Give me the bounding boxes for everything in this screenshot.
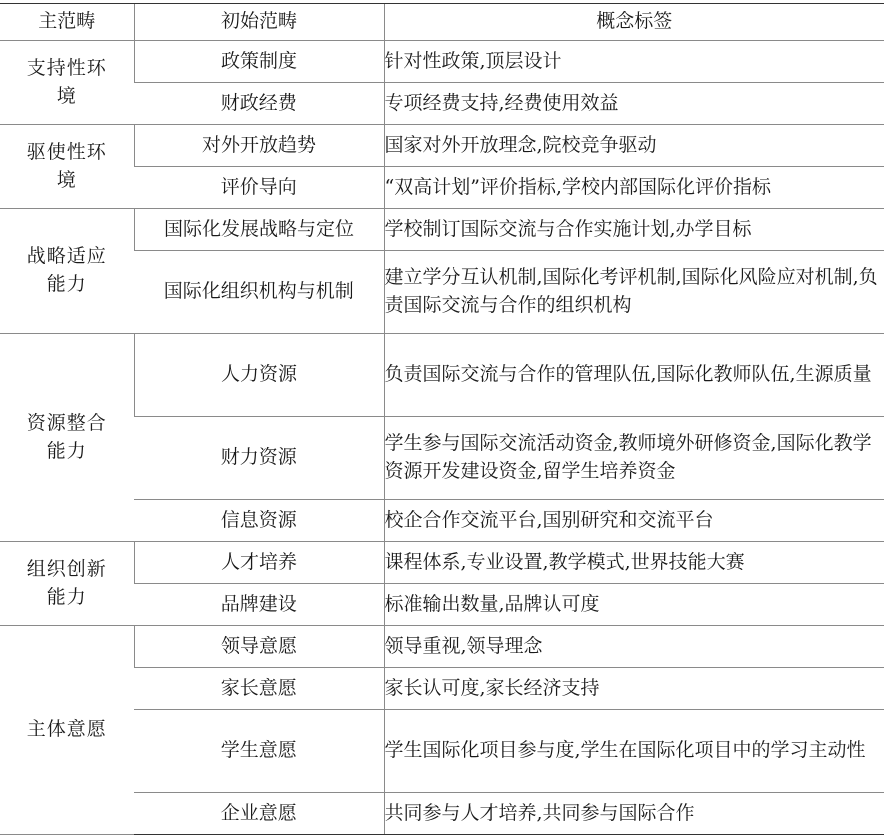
table-row [0, 209, 884, 251]
initial-category-cell: 国际化组织机构与机制 [134, 251, 384, 334]
concept-label-cell: 领导重视,领导理念 [384, 626, 884, 668]
header-row [0, 4, 884, 41]
main-category-label: 驱使性环境 [26, 140, 107, 191]
initial-category-cell: 人才培养 [134, 542, 384, 584]
main-category-label: 主体意愿 [26, 718, 107, 741]
initial-category-cell: 财政经费 [134, 83, 384, 125]
main-category-cell [0, 125, 134, 209]
initial-category-cell: 人力资源 [134, 334, 384, 417]
concept-label-cell: 共同参与人才培养,共同参与国际合作 [384, 793, 884, 835]
main-category-cell [0, 542, 134, 626]
initial-category-cell: 政策制度 [134, 41, 384, 83]
main-category-label: 资源整合能力 [26, 411, 107, 462]
concept-label-cell: 学生参与国际交流活动资金,教师境外研修资金,国际化教学资源开发建设资金,留学生培养资金 [384, 417, 884, 500]
concept-label-cell: 校企合作交流平台,国别研究和交流平台 [384, 500, 884, 542]
table-header [0, 4, 884, 41]
header-main-category: 主范畴 [0, 4, 134, 41]
concept-label-cell: 课程体系,专业设置,教学模式,世界技能大赛 [384, 542, 884, 584]
concept-label-cell: 建立学分互认机制,国际化考评机制,国际化风险应对机制,负责国际交流与合作的组织机构 [384, 251, 884, 334]
concept-label-cell: 负责国际交流与合作的管理队伍,国际化教师队伍,生源质量 [384, 334, 884, 417]
coding-table [0, 3, 884, 835]
concept-label-cell: 学生国际化项目参与度,学生在国际化项目中的学习主动性 [384, 710, 884, 793]
main-category-cell [0, 334, 134, 542]
initial-category-cell: 评价导向 [134, 167, 384, 209]
table-row [0, 41, 884, 83]
table-body [0, 41, 884, 835]
header-concept-label: 概念标签 [384, 4, 884, 41]
table-row [0, 542, 884, 584]
main-category-label: 组织创新能力 [26, 557, 107, 608]
concept-label-cell: 家长认可度,家长经济支持 [384, 668, 884, 710]
main-category-label: 战略适应能力 [26, 245, 107, 295]
initial-category-cell: 学生意愿 [134, 710, 384, 793]
table-row [0, 125, 884, 167]
initial-category-cell: 财力资源 [134, 417, 384, 500]
main-category-label: 支持性环境 [26, 56, 107, 107]
concept-label-cell: 标准输出数量,品牌认可度 [384, 584, 884, 626]
table-row [0, 626, 884, 668]
initial-category-cell: 家长意愿 [134, 668, 384, 710]
initial-category-cell: 领导意愿 [134, 626, 384, 668]
concept-label-cell: “双高计划”评价指标,学校内部国际化评价指标 [384, 167, 884, 209]
main-category-cell [0, 41, 134, 125]
concept-label-cell: 针对性政策,顶层设计 [384, 41, 884, 83]
initial-category-cell: 对外开放趋势 [134, 125, 384, 167]
initial-category-cell: 品牌建设 [134, 584, 384, 626]
header-initial-category: 初始范畴 [134, 4, 384, 41]
main-category-cell [0, 209, 134, 334]
concept-label-cell: 专项经费支持,经费使用效益 [384, 83, 884, 125]
table-row [0, 334, 884, 417]
initial-category-cell: 国际化发展战略与定位 [134, 209, 384, 251]
initial-category-cell: 企业意愿 [134, 793, 384, 835]
initial-category-cell: 信息资源 [134, 500, 384, 542]
concept-label-cell: 学校制订国际交流与合作实施计划,办学目标 [384, 209, 884, 251]
concept-label-cell: 国家对外开放理念,院校竞争驱动 [384, 125, 884, 167]
main-category-cell [0, 626, 134, 835]
